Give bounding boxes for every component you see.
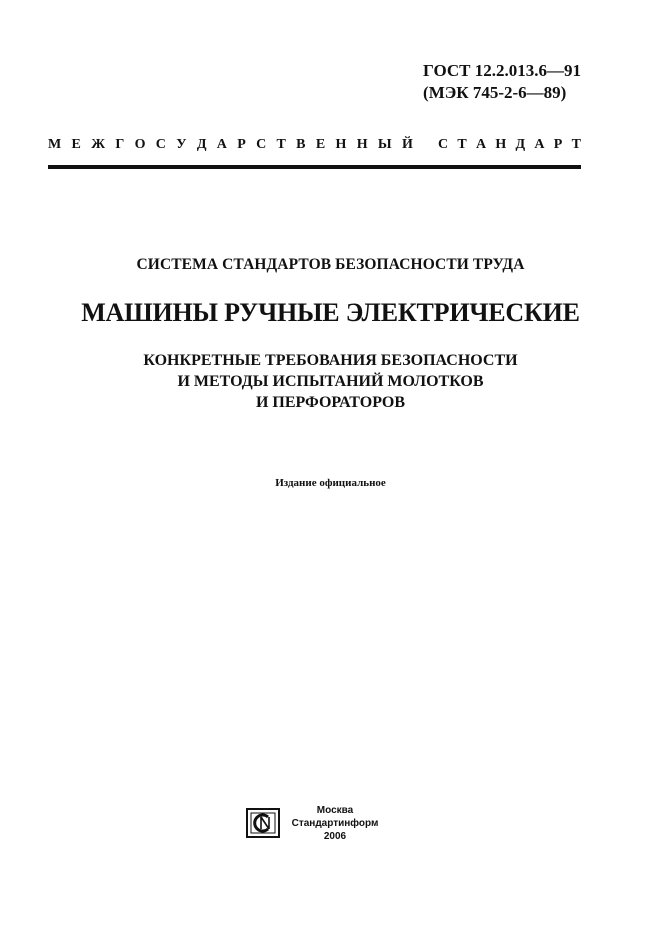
heading-letter: Р: [237, 137, 246, 152]
subtitle-line: И ПЕРФОРАТОРОВ: [255, 394, 406, 411]
heading-letter: С: [256, 137, 267, 152]
heading-letter: У: [176, 137, 187, 152]
interstate-standard-heading: [48, 137, 581, 153]
heading-letter: А: [534, 137, 545, 152]
standard-numbers: [423, 60, 581, 104]
heading-letter: А: [475, 137, 487, 152]
subtitle-line: КОНКРЕТНЫЕ ТРЕБОВАНИЯ БЕЗОПАСНОСТИ: [143, 352, 518, 369]
heading-letter: Г: [115, 137, 125, 152]
heading-letter: Е: [315, 137, 326, 152]
intergov-word-1: [48, 137, 413, 153]
heading-letter: О: [134, 137, 146, 152]
gost-number: ГОСТ 12.2.013.6—91: [423, 61, 581, 80]
heading-rule: [48, 165, 581, 169]
heading-letter: Т: [571, 137, 581, 152]
imprint: [280, 804, 390, 843]
edition-label: Издание официальное: [275, 477, 386, 489]
standartinform-logo-icon: [246, 808, 280, 838]
imprint-city: Москва: [316, 805, 354, 816]
heading-letter: Е: [71, 137, 81, 152]
heading-letter: Ж: [91, 137, 106, 152]
iec-number: (МЭК 745-2-6—89): [423, 83, 567, 102]
heading-letter: С: [155, 137, 166, 152]
heading-letter: Т: [457, 137, 467, 152]
heading-letter: Д: [196, 137, 207, 152]
heading-letter: Ы: [377, 137, 392, 152]
heading-letter: М: [48, 137, 62, 152]
main-title: МАШИНЫ РУЧНЫЕ ЭЛЕКТРИЧЕСКИЕ: [81, 298, 580, 327]
imprint-publisher: Стандартинформ: [291, 818, 379, 829]
heading-letter: Н: [356, 137, 368, 152]
subtitle-line: И МЕТОДЫ ИСПЫТАНИЙ МОЛОТКОВ: [177, 373, 484, 390]
heading-letter: С: [438, 137, 449, 152]
heading-letter: Д: [515, 137, 526, 152]
subtitle: [0, 350, 661, 413]
imprint-year: 2006: [323, 831, 347, 842]
series-title: СИСТЕМА СТАНДАРТОВ БЕЗОПАСНОСТИ ТРУДА: [136, 256, 525, 273]
heading-letter: Н: [495, 137, 507, 152]
heading-letter: Р: [553, 137, 563, 152]
heading-letter: Й: [401, 137, 413, 152]
intergov-word-2: [438, 137, 581, 153]
heading-letter: Т: [276, 137, 286, 152]
heading-letter: А: [216, 137, 227, 152]
heading-letter: Н: [335, 137, 347, 152]
heading-letter: В: [296, 137, 306, 152]
